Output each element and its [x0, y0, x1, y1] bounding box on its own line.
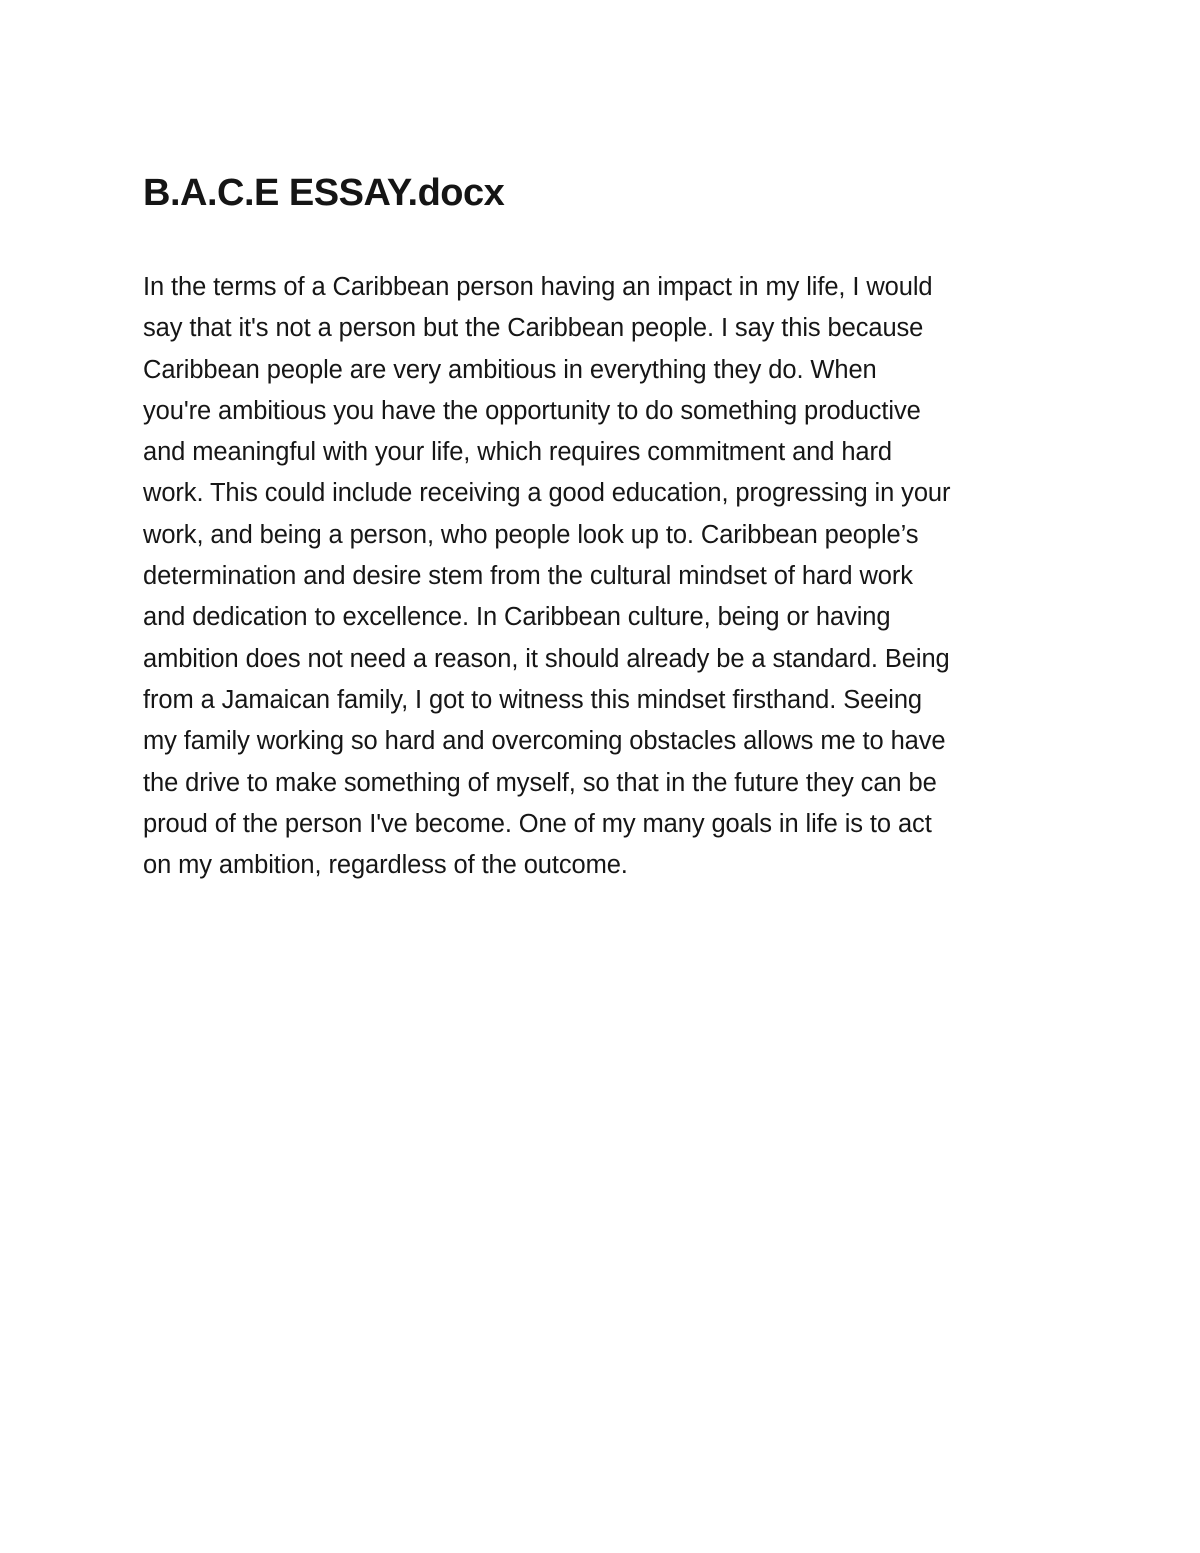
- essay-line: Caribbean people are very ambitious in everything they do. When: [143, 355, 877, 384]
- essay-line: and meaningful with your life, which requires commitment and hard: [143, 438, 892, 467]
- essay-line: from a Jamaican family, I got to witness this mindset firsthand. Seeing: [143, 685, 923, 714]
- essay-line: and dedication to excellence. In Caribbean culture, being or having: [143, 603, 891, 632]
- essay-line: In the terms of a Caribbean person having an impact in my life, I would: [143, 273, 933, 301]
- essay-line: you're ambitious you have the opportunity to do something productive: [143, 396, 921, 425]
- document-title: B.A.C.E ESSAY.docx: [143, 172, 505, 214]
- essay-line: work, and being a person, who people look up to. Caribbean people’s: [143, 520, 919, 549]
- essay-body: [143, 267, 1073, 886]
- essay-line: proud of the person I've become. One of my many goals in life is to act: [143, 809, 932, 838]
- essay-line: my family working so hard and overcoming obstacles allows me to have: [143, 727, 946, 756]
- essay-line: say that it's not a person but the Caribbean people. I say this because: [143, 314, 924, 343]
- essay-line: work. This could include receiving a good education, progressing in your: [143, 479, 951, 508]
- essay-line: determination and desire stem from the cultural mindset of hard work: [143, 562, 913, 591]
- essay-line: on my ambition, regardless of the outcome.: [143, 851, 628, 880]
- essay-line: ambition does not need a reason, it should already be a standard. Being: [143, 644, 950, 673]
- essay-line: the drive to make something of myself, so that in the future they can be: [143, 768, 937, 797]
